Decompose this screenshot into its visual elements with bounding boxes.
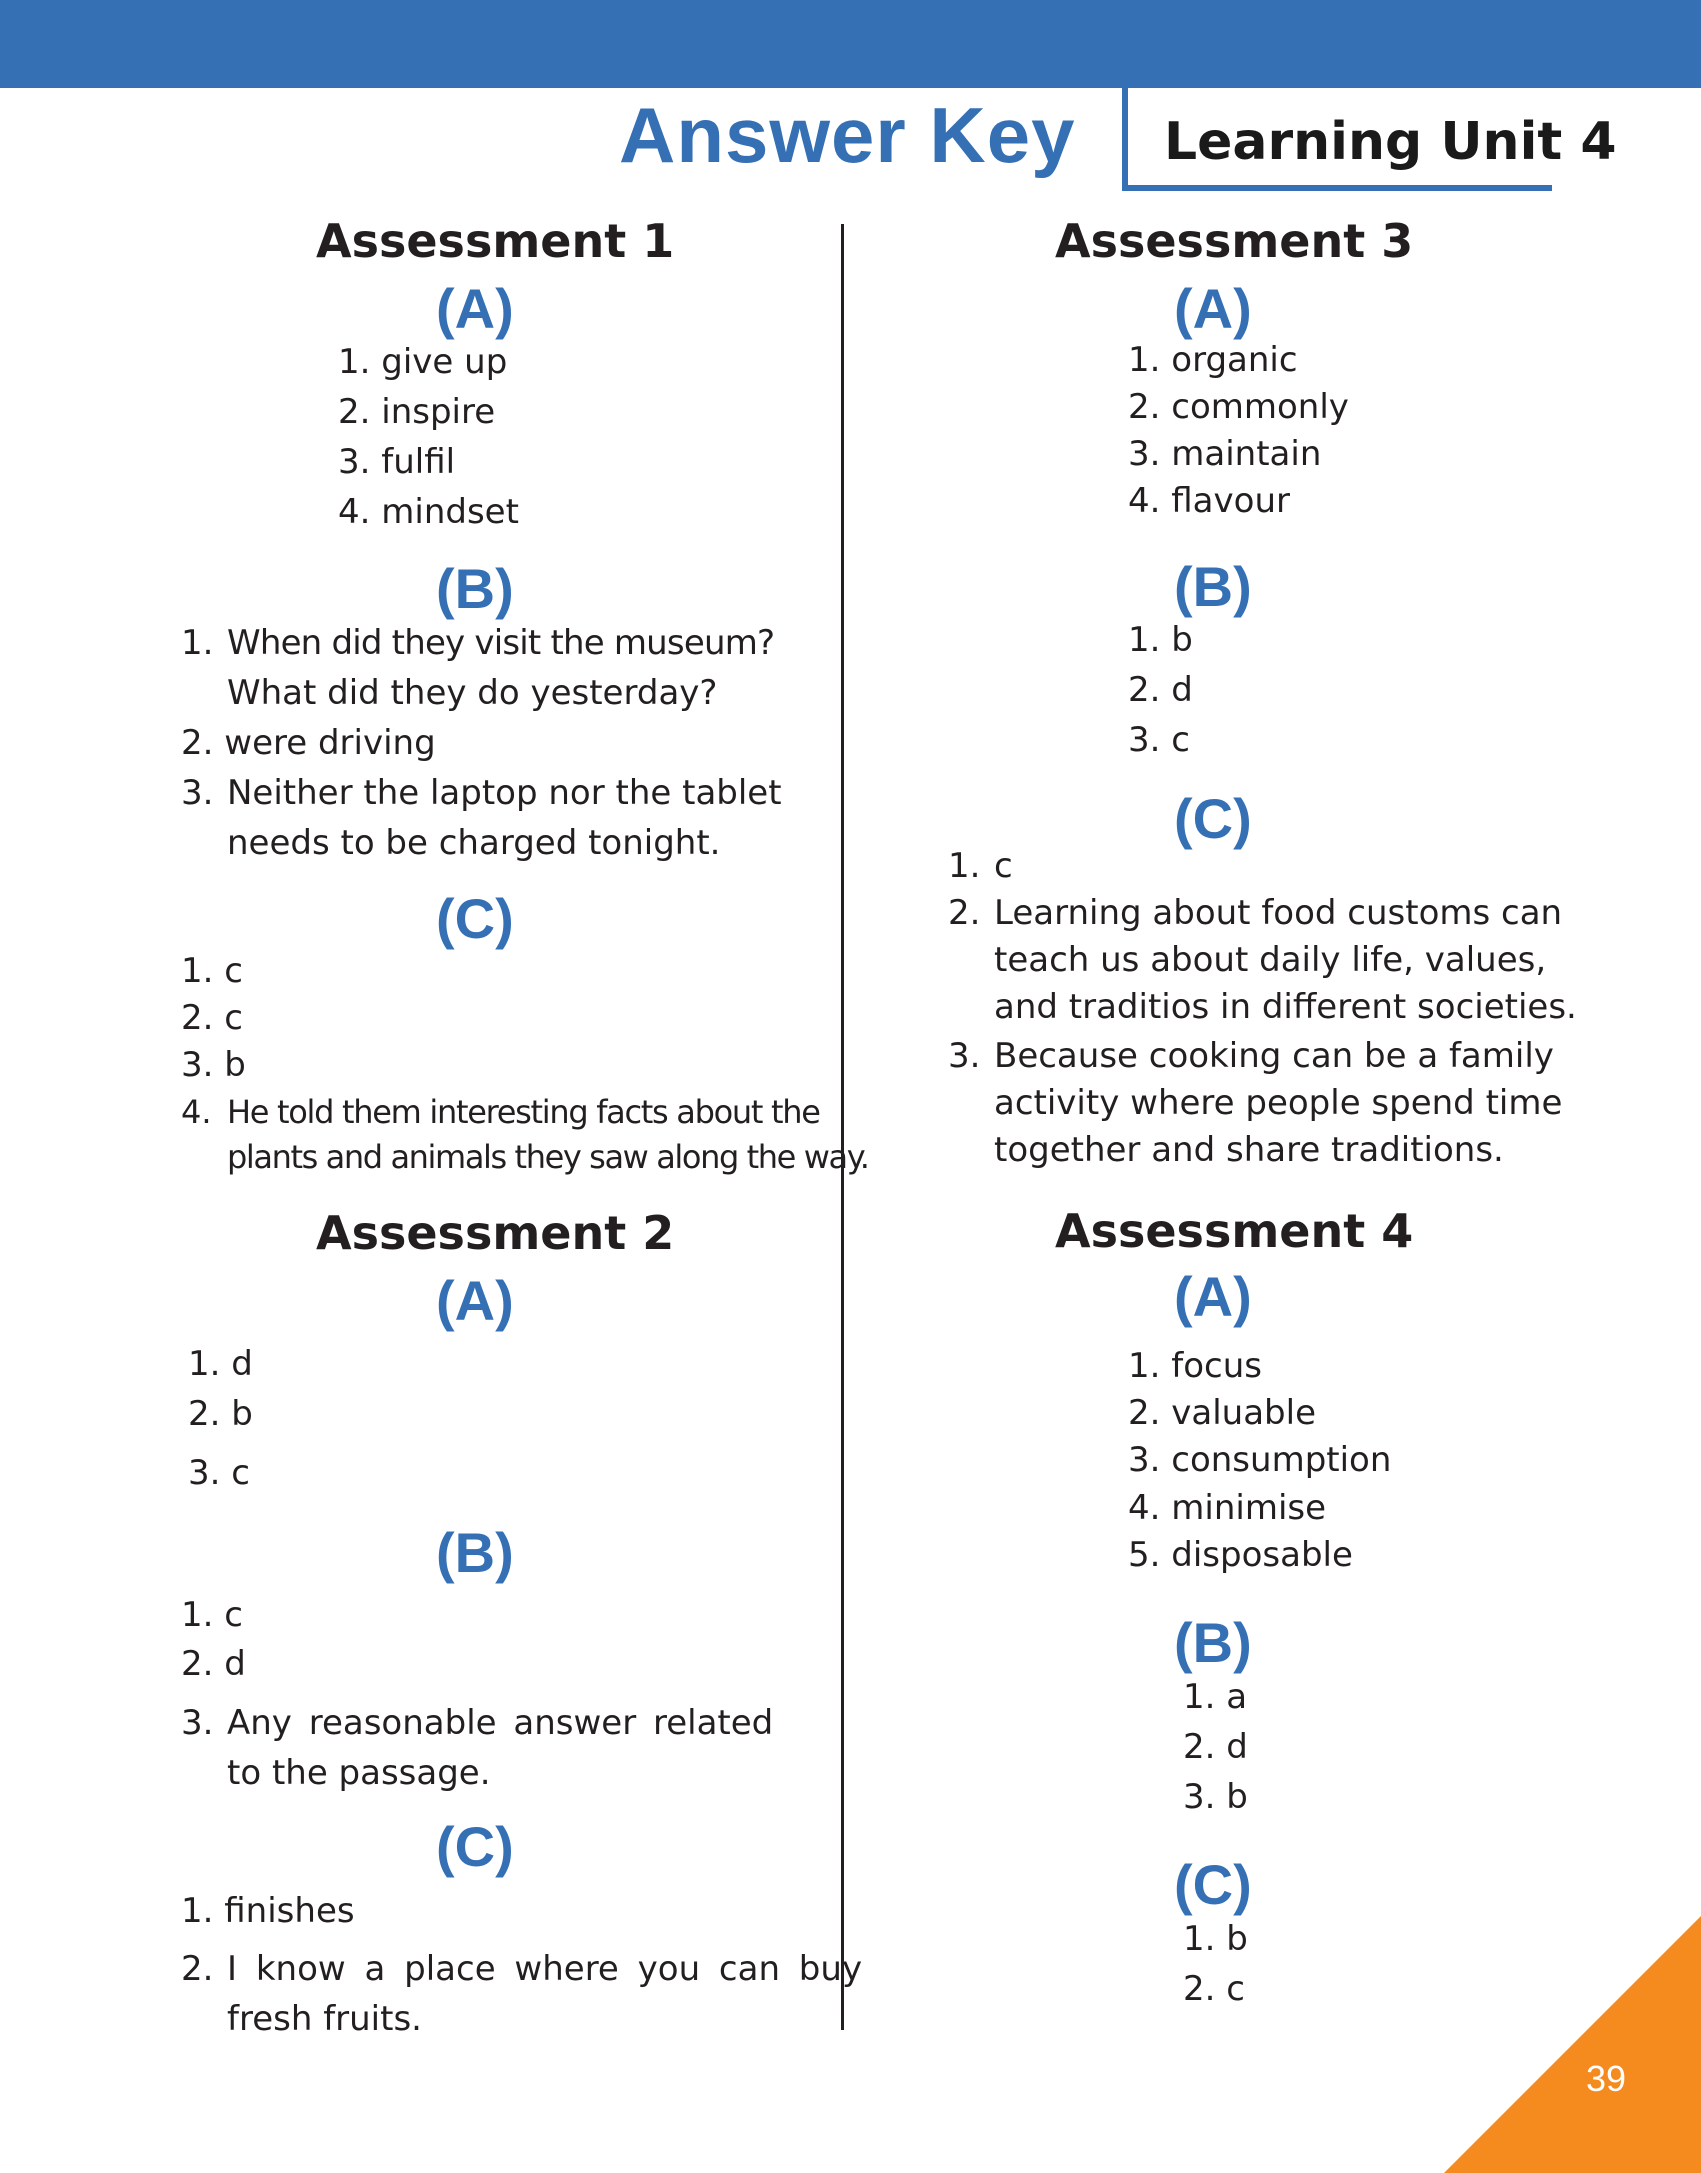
list-item: 2. I know a place where you can buy fresh fruits. — [181, 1949, 863, 2039]
list-item: 2. were driving — [181, 723, 436, 763]
list-item: 3. maintain — [1128, 434, 1322, 474]
list-item: 1. focus — [1128, 1346, 1262, 1386]
list-item: 1. organic — [1128, 340, 1298, 380]
list-item: 2. d — [181, 1644, 246, 1684]
list-item: 2. commonly — [1128, 387, 1349, 427]
assessment-2-section-c: (C) — [436, 1815, 514, 1878]
list-item: 4. He told them interesting facts about the plants and animals they saw along the way. — [181, 1093, 869, 1176]
assessment-4-section-c: (C) — [1174, 1853, 1252, 1916]
list-item: 1. b — [1183, 1919, 1248, 1959]
list-item: 1. a — [1183, 1677, 1248, 1717]
assessment-1-section-b: (B) — [436, 557, 514, 620]
list-item: 2. d — [1183, 1727, 1248, 1767]
list-item: 3. c — [1128, 720, 1190, 760]
list-item: 1. d — [188, 1344, 253, 1384]
list-item: 1. c — [948, 846, 1013, 886]
list-item: 1. c — [181, 1595, 243, 1635]
list-item: 2. c — [1183, 1969, 1245, 2009]
assessment-2-heading: Assessment 2 — [316, 1206, 675, 1260]
list-item: 2. valuable — [1128, 1393, 1316, 1433]
list-item: 1. give up — [338, 342, 508, 382]
assessment-3-heading: Assessment 3 — [1055, 214, 1414, 268]
list-item: 3. Neither the laptop nor the tablet needs to be charged tonight. — [181, 773, 782, 863]
assessment-1-section-a: (A) — [436, 277, 514, 340]
list-item: 5. disposable — [1128, 1535, 1353, 1575]
list-item: 1. When did they visit the museum? What did they do yesterday? — [181, 623, 775, 713]
list-item: 3. Any reasonable answer related to the passage. — [181, 1703, 774, 1793]
assessment-4-section-b: (B) — [1174, 1611, 1252, 1674]
unit-label: Learning Unit 4 — [1164, 112, 1617, 172]
list-item: 1. c — [181, 951, 243, 991]
list-item: 2. b — [188, 1394, 253, 1434]
assessment-2-section-b: (B) — [436, 1521, 514, 1584]
list-item: 3. c — [188, 1453, 250, 1493]
list-item: 2. d — [1128, 670, 1193, 710]
assessment-1-heading: Assessment 1 — [316, 214, 675, 268]
assessment-4-section-a: (A) — [1174, 1265, 1252, 1328]
assessment-3-section-a: (A) — [1174, 277, 1252, 340]
page-title: Answer Key — [619, 91, 1076, 179]
page-number: 39 — [1586, 2058, 1627, 2099]
list-item: 3. b — [181, 1045, 246, 1085]
assessment-3-section-c: (C) — [1174, 787, 1252, 850]
list-item: 2. c — [181, 998, 243, 1038]
assessment-3-section-b: (B) — [1174, 555, 1252, 618]
list-item: 2. Learning about food customs can teach us about daily life, values, and traditios in different societies. — [948, 893, 1577, 1027]
assessment-2-section-a: (A) — [436, 1269, 514, 1332]
list-item: 1. b — [1128, 620, 1193, 660]
list-item: 3. fulfil — [338, 442, 456, 482]
list-item: 4. minimise — [1128, 1488, 1327, 1528]
assessment-4-heading: Assessment 4 — [1055, 1204, 1414, 1258]
list-item: 2. inspire — [338, 392, 496, 432]
corner-triangle — [1444, 1916, 1701, 2173]
list-item: 3. consumption — [1128, 1440, 1392, 1480]
assessment-1-section-c: (C) — [436, 887, 514, 950]
list-item: 3. Because cooking can be a family activity where people spend time together and share traditions. — [948, 1036, 1563, 1170]
list-item: 4. mindset — [338, 492, 519, 532]
list-item: 3. b — [1183, 1777, 1248, 1817]
header-bar — [0, 0, 1701, 88]
list-item: 1. finishes — [181, 1891, 355, 1931]
list-item: 4. flavour — [1128, 481, 1290, 521]
